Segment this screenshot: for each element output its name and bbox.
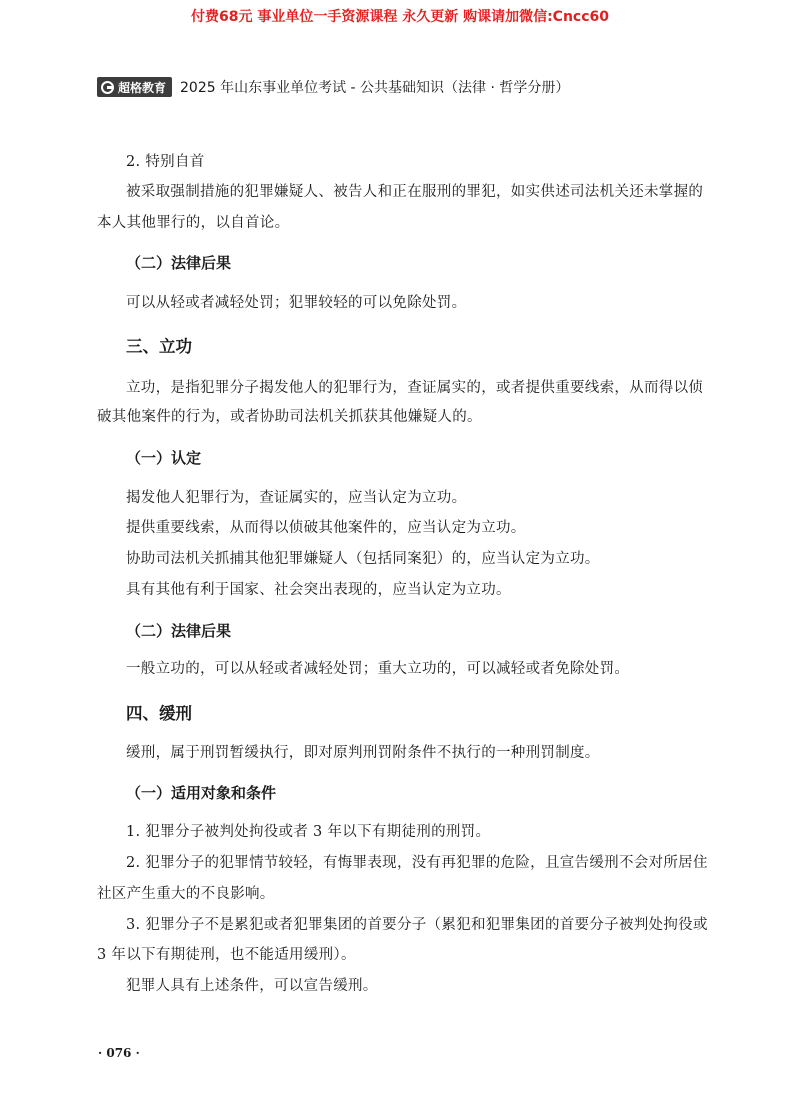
sub-heading-legal-consequence: （二）法律后果 [126,622,232,640]
list-item: 2. 犯罪分子的犯罪情节较轻，有悔罪表现，没有再犯罪的危险，且宣告缓刑不会对所居住 [126,855,708,871]
sub-heading-conditions: （一）适用对象和条件 [126,784,277,802]
list-item-continued: 社区产生重大的不良影响。 [97,886,275,902]
sub-heading-identification: （一）认定 [126,449,202,467]
publisher-logo [97,77,172,97]
list-item: 3. 犯罪分子不是累犯或者犯罪集团的首要分子（累犯和犯罪集团的首要分子被判处拘役或 [126,917,708,933]
paragraph-line: 一般立功的，可以从轻或者减轻处罚；重大立功的，可以减轻或者免除处罚。 [126,661,630,677]
paragraph-line: 犯罪人具有上述条件，可以宣告缓刑。 [126,978,378,994]
paragraph-line: 立功，是指犯罪分子揭发他人的犯罪行为，查证属实的，或者提供重要线索，从而得以侦 [126,380,704,396]
logo-icon [101,81,114,94]
page-number: · 076 · [98,1046,140,1060]
list-item: 提供重要线索，从而得以侦破其他案件的，应当认定为立功。 [126,520,526,536]
list-item: 揭发他人犯罪行为，查证属实的，应当认定为立功。 [126,490,467,506]
section-heading-merit: 三、立功 [126,337,192,356]
list-item: 具有其他有利于国家、社会突出表现的，应当认定为立功。 [126,582,511,598]
sub-heading-legal-consequence: （二）法律后果 [126,254,232,272]
paragraph-line: 被采取强制措施的犯罪嫌疑人、被告人和正在服刑的罪犯，如实供述司法机关还未掌握的 [126,184,704,200]
book-title: 2025 年山东事业单位考试 - 公共基础知识（法律 · 哲学分册） [180,80,570,96]
logo-text: 超格教育 [118,80,167,95]
list-item: 1. 犯罪分子被判处拘役或者 3 年以下有期徒刑的刑罚。 [126,824,491,840]
page-header [97,76,717,98]
paragraph-line: 本人其他罪行的，以自首论。 [97,215,290,231]
section-heading-probation: 四、缓刑 [126,704,192,723]
paragraph-line: 缓刑，属于刑罚暂缓执行，即对原判刑罚附条件不执行的一种刑罚制度。 [126,745,600,761]
paragraph-line: 破其他案件的行为，或者协助司法机关抓获其他嫌疑人的。 [97,409,482,425]
list-item-continued: 3 年以下有期徒刑，也不能适用缓刑）。 [97,947,356,963]
heading-special-surrender: 2. 特别自首 [126,154,205,170]
paragraph-line: 可以从轻或者减轻处罚；犯罪较轻的可以免除处罚。 [126,295,467,311]
list-item: 协助司法机关抓捕其他犯罪嫌疑人（包括同案犯）的，应当认定为立功。 [126,551,600,567]
promo-banner: 付费68元 事业单位一手资源课程 永久更新 购课请加微信:Cncc60 [190,9,610,25]
